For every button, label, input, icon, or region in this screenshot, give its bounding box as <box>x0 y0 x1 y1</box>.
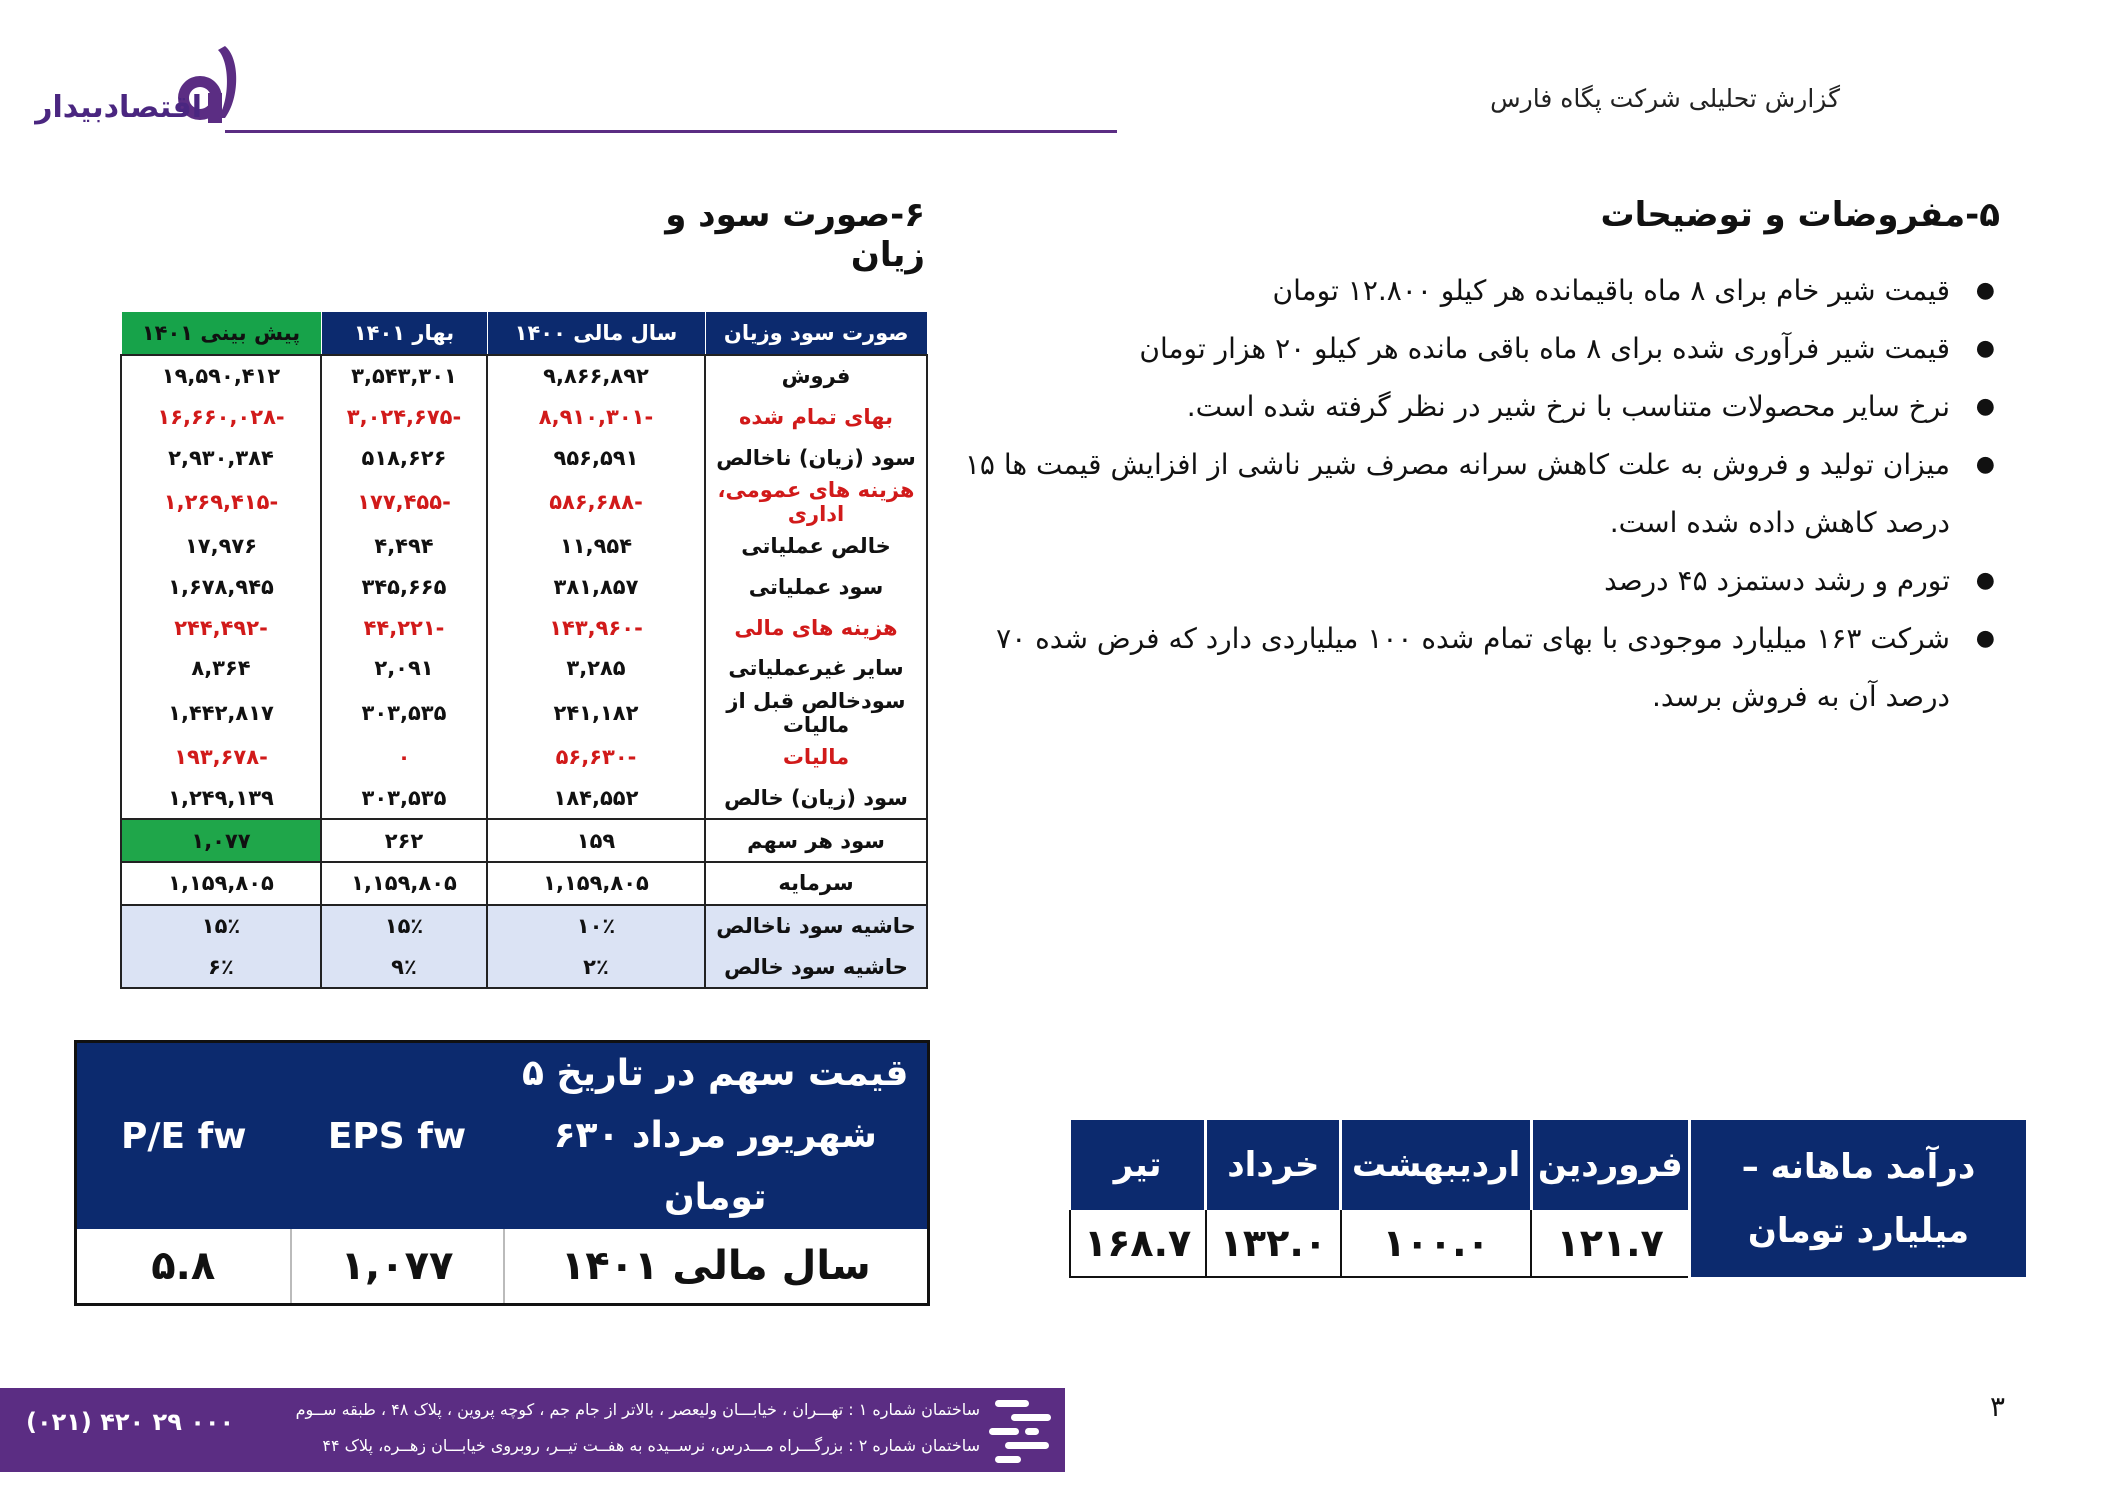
table-cell: ۳۴۵,۶۶۵ <box>321 567 487 608</box>
pe-header-label: P/E fw <box>120 1115 247 1157</box>
row-label: خالص عملیاتی <box>705 526 927 567</box>
income-statement-title: ۶-صورت سود و زیان <box>665 195 925 275</box>
table-cell: -۲۴۴,۴۹۲ <box>121 607 321 648</box>
table-cell: ۱۹,۵۹۰,۴۱۲ <box>121 355 321 397</box>
margin-row <box>121 905 927 947</box>
table-cell: -۱۶,۶۶۰,۰۲۸ <box>121 397 321 438</box>
assumption-item: ● شرکت ۱۶۳ میلیارد موجودی با بهای تمام شده ۱۰۰ میلیاردی دارد که فرض شده ۷۰ درصد آن به فروش برسد. <box>945 610 1995 726</box>
row-label: سودخالص قبل از مالیات <box>705 689 927 737</box>
table-cell: -۱,۲۶۹,۴۱۵ <box>121 478 321 526</box>
table-cell: ۹٪ <box>321 946 487 988</box>
month-header: خرداد <box>1206 1120 1341 1210</box>
logo-text: اقتصادبیدار <box>35 90 202 125</box>
table-cell: ۱,۱۵۹,۸۰۵ <box>121 862 321 905</box>
share-price-header: قیمت سهم در تاریخ ۵ شهریور مرداد ۶۳۰ تومان <box>504 1042 929 1230</box>
table-cell: ۱۰٪ <box>487 905 705 947</box>
pe-header <box>76 1042 291 1230</box>
table-row <box>121 862 927 905</box>
table-cell: ۱,۱۵۹,۸۰۵ <box>321 862 487 905</box>
table-cell: ۰ <box>321 737 487 778</box>
table-row <box>121 397 927 438</box>
month-header: تیر <box>1070 1120 1206 1210</box>
table-cell: ۹۵۶,۵۹۱ <box>487 437 705 478</box>
table-row <box>121 478 927 526</box>
eps-header <box>291 1042 504 1230</box>
phone-number: (۰۲۱) ۴۲۰ ۲۹ ۰۰۰ <box>26 1408 235 1436</box>
table-cell: ۱۱,۹۵۴ <box>487 526 705 567</box>
table-cell: ۸,۳۶۴ <box>121 648 321 689</box>
table-header-row <box>121 312 927 355</box>
table-cell: ۲,۹۳۰,۳۸۴ <box>121 437 321 478</box>
table-cell: ۱,۲۴۹,۱۳۹ <box>121 778 321 820</box>
table-cell: ۳,۵۴۳,۳۰۱ <box>321 355 487 397</box>
row-label: سایر غیرعملیاتی <box>705 648 927 689</box>
page-number: ۳ <box>1990 1390 2006 1423</box>
revenue-value: ۱۲۱.۷ <box>1531 1210 1689 1277</box>
assumption-item: ● قیمت شیر فرآوری شده برای ۸ ماه باقی مانده هر کیلو ۲۰ هزار تومان <box>945 320 1995 378</box>
table-cell: -۱۴۳,۹۶۰ <box>487 607 705 648</box>
table-cell: ۲,۰۹۱ <box>321 648 487 689</box>
table-cell: ۱۸۴,۵۵۲ <box>487 778 705 820</box>
table-cell: ۶٪ <box>121 946 321 988</box>
table-cell: -۸,۹۱۰,۳۰۱ <box>487 397 705 438</box>
revenue-value: ۱۶۸.۷ <box>1070 1210 1206 1277</box>
column-header: صورت سود وزیان <box>705 312 927 355</box>
month-header: فروردین <box>1531 1120 1689 1210</box>
row-label: هزینه های مالی <box>705 607 927 648</box>
table-cell: ۹,۸۶۶,۸۹۲ <box>487 355 705 397</box>
valuation-header-row <box>76 1042 929 1230</box>
table-row <box>121 607 927 648</box>
table-cell: -۵۸۶,۶۸۸ <box>487 478 705 526</box>
row-label: سود عملیاتی <box>705 567 927 608</box>
row-label: سرمایه <box>705 862 927 905</box>
eps-forecast-cell: ۱,۰۷۷ <box>121 819 321 862</box>
table-cell: -۵۶,۶۳۰ <box>487 737 705 778</box>
address-line-2: ساختمان شماره ۲ : بزرگـــراه مـــدرس، نرســیده به هفــت تیــر، روبروی خیابـــان زهــره، پلاک ۴۴ <box>322 1436 980 1455</box>
assumptions-list <box>945 262 1995 726</box>
table-row <box>121 437 927 478</box>
column-header: بهار ۱۴۰۱ <box>321 312 487 355</box>
table-cell: ۳۸۱,۸۵۷ <box>487 567 705 608</box>
table-cell: ۱۷,۹۷۶ <box>121 526 321 567</box>
table-row <box>121 778 927 820</box>
month-header: اردیبهشت <box>1341 1120 1531 1210</box>
column-header-forecast: پیش بینی ۱۴۰۱ <box>121 312 321 355</box>
row-label: بهای تمام شده <box>705 397 927 438</box>
row-label: سود (زیان) خالص <box>705 778 927 820</box>
row-label: فروش <box>705 355 927 397</box>
table-cell: ۳,۲۸۵ <box>487 648 705 689</box>
assumption-item: ● تورم و رشد دستمزد ۴۵ درصد <box>945 552 1995 610</box>
table-cell: -۱۷۷,۴۵۵ <box>321 478 487 526</box>
table-cell: ۲۶۲ <box>321 819 487 862</box>
revenue-value: ۱۰۰.۰ <box>1341 1210 1531 1277</box>
table-cell: ۳۰۳,۵۳۵ <box>321 689 487 737</box>
valuation-row <box>76 1229 929 1305</box>
report-title: گزارش تحلیلی شرکت پگاه فارس <box>1490 84 1840 113</box>
row-label: سود هر سهم <box>705 819 927 862</box>
table-row <box>121 689 927 737</box>
table-row <box>121 567 927 608</box>
address-line-1: ساختمان شماره ۱ : تهـــران ، خیابـــان ولیعصر ، بالاتر از جام جم ، کوچه پروین ، پلاک ۴۸ ، طبقه ســوم <box>295 1400 980 1419</box>
footer-decoration <box>985 1392 1065 1472</box>
table-cell: -۴۴,۲۲۱ <box>321 607 487 648</box>
revenue-header-row <box>1070 1120 2027 1210</box>
valuation-table <box>74 1040 930 1306</box>
table-cell: ۱,۶۷۸,۹۴۵ <box>121 567 321 608</box>
table-row <box>121 648 927 689</box>
table-cell: ۱,۴۴۲,۸۱۷ <box>121 689 321 737</box>
row-label: حاشیه سود ناخالص <box>705 905 927 947</box>
row-label: سود (زیان) ناخالص <box>705 437 927 478</box>
assumption-item: ● میزان تولید و فروش به علت کاهش سرانه مصرف شیر ناشی از افزایش قیمت ها ۱۵ درصد کاهش داده شده است. <box>945 436 1995 552</box>
pe-value: ۵.۸ <box>76 1229 291 1305</box>
table-cell: ۱۵۹ <box>487 819 705 862</box>
eps-header-label: EPS fw <box>327 1115 467 1157</box>
eps-value: ۱,۰۷۷ <box>291 1229 504 1305</box>
table-cell: ۵۱۸,۶۲۶ <box>321 437 487 478</box>
table-row <box>121 526 927 567</box>
assumption-item: ● نرخ سایر محصولات متناسب با نرخ شیر در نظر گرفته شده است. <box>945 378 1995 436</box>
revenue-label: درآمد ماهانه – میلیارد تومان <box>1689 1120 2026 1277</box>
column-header: سال مالی ۱۴۰۰ <box>487 312 705 355</box>
monthly-revenue-table <box>1068 1120 2026 1278</box>
row-label: مالیات <box>705 737 927 778</box>
assumption-item: ● قیمت شیر خام برای ۸ ماه باقیمانده هر کیلو ۱۲.۸۰۰ تومان <box>945 262 1995 320</box>
table-cell: ۲٪ <box>487 946 705 988</box>
income-statement-table <box>120 312 928 989</box>
table-cell: -۱۹۳,۶۷۸ <box>121 737 321 778</box>
assumptions-title: ۵-مفروضات و توضیحات <box>1600 195 2000 235</box>
table-cell: ۳۰۳,۵۳۵ <box>321 778 487 820</box>
table-cell: ۱,۱۵۹,۸۰۵ <box>487 862 705 905</box>
table-row <box>121 819 927 862</box>
table-cell: ۱۵٪ <box>121 905 321 947</box>
table-cell: -۳,۰۲۴,۶۷۵ <box>321 397 487 438</box>
table-row <box>121 355 927 397</box>
margin-row <box>121 946 927 988</box>
header-divider <box>225 130 1117 133</box>
table-cell: ۱۵٪ <box>321 905 487 947</box>
table-cell: ۲۴۱,۱۸۲ <box>487 689 705 737</box>
row-label: هزینه های عمومی، اداری <box>705 478 927 526</box>
table-cell: ۴,۴۹۴ <box>321 526 487 567</box>
fiscal-year-label: سال مالی ۱۴۰۱ <box>504 1229 929 1305</box>
table-row <box>121 737 927 778</box>
row-label: حاشیه سود خالص <box>705 946 927 988</box>
revenue-value: ۱۳۲.۰ <box>1206 1210 1341 1277</box>
